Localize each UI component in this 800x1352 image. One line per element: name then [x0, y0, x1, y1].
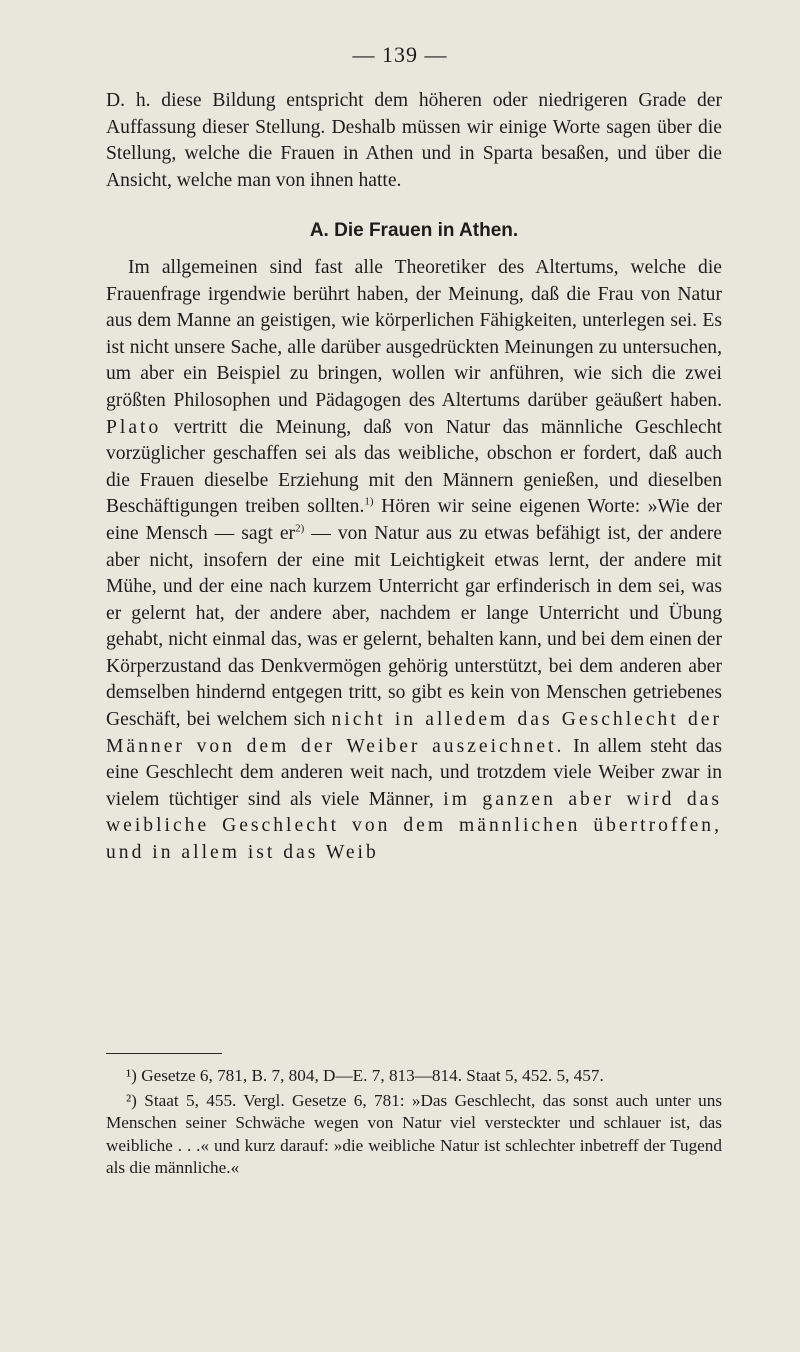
paragraph-main [106, 255, 722, 867]
footnote-ref-1: 1) [364, 495, 374, 508]
text-run: vertritt die Meinung, daß von Natur das männliche Geschlecht vorzüglicher geschaffen sei als das weibliche, obschon er fordert, daß auch die Frauen dieselbe Erziehung mit den Männern genießen, und dieselben Beschäftigungen treiben sollten. [106, 416, 722, 518]
section-heading: A. Die Frauen in Athen. [309, 220, 519, 242]
text-run: Im allgemeinen sind fast alle Theoretiker des Altertums, welche die Frauenfrage irgendwie berührt haben, der Meinung, daß die Frau von Natur aus dem Manne an geistigen, wie körperlichen Fähigkeiten, unterlegen sei. Es ist nicht unsere Sache, alle darüber ausgedrückten Meinungen zu untersuchen, um aber ein Beispiel zu bringen, wollen wir anführen, wie sich die zwei größten Philosophen und Pädagogen des Altertums darüber geäußert haben. [106, 256, 722, 411]
paragraph-intro: D. h. diese Bildung entspricht dem höheren oder niedrigeren Grade der Auffassung dieser Stellung. Deshalb müssen wir einige Worte sagen über die Stellung, welche die Frauen in Athen und in Sparta besaßen, und über die Ansicht, welche man von ihnen hatte. [106, 90, 722, 191]
text-run: In allem steht das eine Geschlecht dem anderen weit nach, und trotzdem viele Weiber zwar in vielem tüchtiger sind als viele Männer, [106, 735, 723, 810]
footnote-ref-2: 2) [295, 522, 305, 535]
footnote-mark: ²) [126, 1090, 137, 1110]
footnote-2 [106, 1090, 722, 1180]
spaced-emphasis-2: im ganzen aber wird das weibliche Geschlecht von dem männlichen übertroffen, und in allem ist das Weib [106, 788, 722, 864]
text-run: Hören wir seine eigenen Worte: »Wie der eine Mensch — sagt er [106, 496, 722, 544]
name-plato: Plato [106, 416, 162, 438]
footnote-text: Gesetze 6, 781, B. 7, 804, D—E. 7, 813—814. Staat 5, 452. 5, 457. [141, 1066, 604, 1085]
footnote-divider [106, 1053, 222, 1054]
body-text [106, 88, 722, 867]
page-number: — 139 — [352, 42, 448, 67]
text-run: — von Natur aus zu etwas befähigt ist, der andere aber nicht, insofern der eine mit Leichtigkeit etwas lernt, der andere mit Mühe, und der eine nach kurzem Unterricht gar erfinderisch in dem sei, was er gelernt hat, der andere aber, nachdem er lange Unterricht und Übung gehabt, nicht einmal das, was er gelernt, behalten kann, und bei dem einen der Körperzustand das Denkvermögen gehörig unterstützt, bei dem anderen aber demselben hindernd entgegen tritt, so gibt es kein von Menschen getriebenes Geschäft, bei welchem sich [106, 522, 722, 731]
footnote-text: Staat 5, 455. Vergl. Gesetze 6, 781: »Das Geschlecht, das sonst auch unter uns Menschen seiner Schwäche wegen von Natur viel versteckter und schlauer ist, das weibliche . . .« und kurz darauf: »die weibliche Natur ist schlechter inbetreff der Tugend als die männliche.« [106, 1090, 723, 1178]
footnotes [106, 1065, 722, 1180]
spaced-emphasis-1: nicht in alledem das Geschlecht der Männer von dem der Weiber auszeichnet. [106, 709, 722, 757]
footnote-mark: ¹) [126, 1066, 137, 1085]
footnote-1 [106, 1065, 722, 1088]
